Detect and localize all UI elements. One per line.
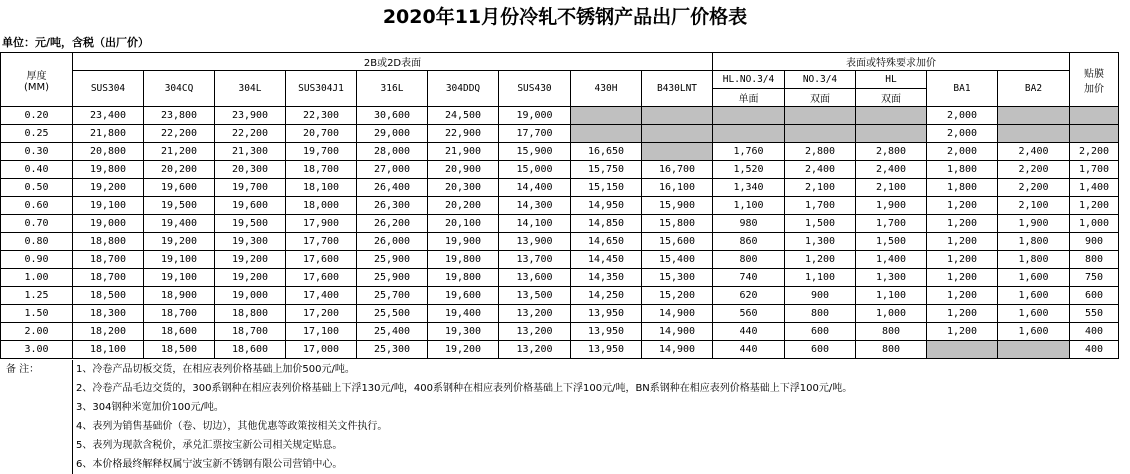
table-row bbox=[1, 233, 1119, 251]
price-cell: 800 bbox=[713, 251, 785, 269]
price-cell bbox=[571, 107, 642, 125]
price-cell: 2,400 bbox=[856, 161, 927, 179]
price-cell: 26,000 bbox=[357, 233, 428, 251]
note-text: 3、304钢种米宽加价100元/吨。 bbox=[76, 402, 224, 413]
note-divider bbox=[72, 398, 73, 417]
price-cell: 29,000 bbox=[357, 125, 428, 143]
price-cell: 19,300 bbox=[428, 323, 499, 341]
price-cell: 14,650 bbox=[571, 233, 642, 251]
price-cell: 28,000 bbox=[357, 143, 428, 161]
price-cell: 19,000 bbox=[73, 215, 144, 233]
price-cell: 18,700 bbox=[144, 305, 215, 323]
price-cell: 19,200 bbox=[73, 179, 144, 197]
price-cell: 13,950 bbox=[571, 341, 642, 359]
price-cell bbox=[642, 125, 713, 143]
price-table-body bbox=[1, 53, 1119, 359]
price-cell: 18,700 bbox=[286, 161, 357, 179]
price-cell bbox=[927, 341, 998, 359]
no34-header: NO.3/4 bbox=[785, 71, 856, 89]
price-cell: 1,800 bbox=[927, 179, 998, 197]
price-cell: 17,700 bbox=[499, 125, 571, 143]
price-cell: 18,600 bbox=[215, 341, 286, 359]
price-cell: 20,100 bbox=[428, 215, 499, 233]
price-cell: 14,100 bbox=[499, 215, 571, 233]
price-cell bbox=[785, 125, 856, 143]
thickness-cell: 1.00 bbox=[1, 269, 73, 287]
notes-section bbox=[0, 360, 1130, 474]
price-cell: 860 bbox=[713, 233, 785, 251]
price-cell: 1,700 bbox=[1070, 161, 1119, 179]
price-cell: 15,800 bbox=[642, 215, 713, 233]
price-cell: 19,000 bbox=[499, 107, 571, 125]
price-cell bbox=[785, 107, 856, 125]
price-cell: 13,900 bbox=[499, 233, 571, 251]
price-cell: 23,900 bbox=[215, 107, 286, 125]
price-cell: 2,000 bbox=[927, 143, 998, 161]
price-table bbox=[0, 52, 1119, 359]
price-cell: 13,950 bbox=[571, 323, 642, 341]
price-cell: 2,000 bbox=[927, 125, 998, 143]
table-row bbox=[1, 215, 1119, 233]
hl-header: HL bbox=[856, 71, 927, 89]
price-cell: 20,200 bbox=[428, 197, 499, 215]
price-cell: 19,800 bbox=[73, 161, 144, 179]
table-row bbox=[1, 341, 1119, 359]
price-cell: 1,600 bbox=[998, 305, 1070, 323]
price-cell: 1,400 bbox=[1070, 179, 1119, 197]
hl-no34-subheader: 单面 bbox=[713, 89, 785, 107]
price-cell: 1,800 bbox=[998, 233, 1070, 251]
price-cell: 900 bbox=[1070, 233, 1119, 251]
table-row bbox=[1, 161, 1119, 179]
price-cell: 20,800 bbox=[73, 143, 144, 161]
thickness-cell: 3.00 bbox=[1, 341, 73, 359]
price-cell: 2,400 bbox=[785, 161, 856, 179]
thickness-cell: 0.90 bbox=[1, 251, 73, 269]
price-cell: 24,500 bbox=[428, 107, 499, 125]
note-text: 2、冷卷产品毛边交货的，300系钢种在相应表列价格基础上下浮130元/吨，400系钢种在相应表列价格基础上下浮100元/吨，BN系钢种在相应表列价格基础上下浮100元/吨。 bbox=[76, 383, 853, 394]
table-row bbox=[1, 197, 1119, 215]
price-cell: 13,950 bbox=[571, 305, 642, 323]
price-cell: 18,700 bbox=[215, 323, 286, 341]
price-cell: 19,100 bbox=[73, 197, 144, 215]
price-cell: 14,300 bbox=[499, 197, 571, 215]
grade-header-sus304: SUS304 bbox=[73, 71, 144, 107]
price-cell: 18,500 bbox=[73, 287, 144, 305]
note-divider bbox=[72, 436, 73, 455]
price-cell: 15,150 bbox=[571, 179, 642, 197]
price-cell: 17,000 bbox=[286, 341, 357, 359]
thickness-cell: 2.00 bbox=[1, 323, 73, 341]
price-cell: 19,600 bbox=[428, 287, 499, 305]
price-cell: 2,800 bbox=[785, 143, 856, 161]
note-row bbox=[0, 398, 1130, 417]
grade-header-b430lnt: B430LNT bbox=[642, 71, 713, 107]
price-cell: 1,200 bbox=[927, 305, 998, 323]
price-cell: 25,500 bbox=[357, 305, 428, 323]
film-header-line1: 贴膜 bbox=[1084, 68, 1104, 80]
film-header bbox=[1070, 53, 1119, 107]
price-cell bbox=[642, 143, 713, 161]
price-cell: 15,400 bbox=[642, 251, 713, 269]
thickness-cell: 0.60 bbox=[1, 197, 73, 215]
price-cell: 19,800 bbox=[428, 269, 499, 287]
price-cell bbox=[998, 107, 1070, 125]
price-cell: 18,800 bbox=[73, 233, 144, 251]
table-row bbox=[1, 287, 1119, 305]
price-cell bbox=[998, 341, 1070, 359]
price-cell: 750 bbox=[1070, 269, 1119, 287]
price-cell: 2,200 bbox=[1070, 143, 1119, 161]
price-cell: 17,200 bbox=[286, 305, 357, 323]
price-cell: 740 bbox=[713, 269, 785, 287]
price-cell: 1,400 bbox=[856, 251, 927, 269]
price-cell: 440 bbox=[713, 341, 785, 359]
ba1-header: BA1 bbox=[927, 71, 998, 107]
price-cell: 2,100 bbox=[856, 179, 927, 197]
grade-header-sus430: SUS430 bbox=[499, 71, 571, 107]
note-divider bbox=[72, 360, 73, 379]
price-cell: 18,000 bbox=[286, 197, 357, 215]
price-cell: 1,800 bbox=[927, 161, 998, 179]
price-cell: 18,700 bbox=[73, 251, 144, 269]
price-cell: 800 bbox=[856, 323, 927, 341]
group-surface-header: 表面或特殊要求加价 bbox=[713, 53, 1070, 71]
table-row bbox=[1, 305, 1119, 323]
price-cell: 2,800 bbox=[856, 143, 927, 161]
price-cell bbox=[1070, 125, 1119, 143]
header-row-2 bbox=[1, 71, 1119, 89]
price-cell: 22,300 bbox=[286, 107, 357, 125]
price-cell: 19,200 bbox=[428, 341, 499, 359]
note-divider bbox=[72, 417, 73, 436]
price-cell: 600 bbox=[785, 341, 856, 359]
thickness-cell: 0.70 bbox=[1, 215, 73, 233]
note-divider bbox=[72, 455, 73, 474]
price-cell: 1,200 bbox=[927, 269, 998, 287]
price-cell: 18,600 bbox=[144, 323, 215, 341]
price-cell: 1,200 bbox=[785, 251, 856, 269]
price-cell: 19,200 bbox=[215, 251, 286, 269]
price-cell: 2,100 bbox=[785, 179, 856, 197]
price-cell: 21,300 bbox=[215, 143, 286, 161]
price-cell: 14,850 bbox=[571, 215, 642, 233]
price-cell: 22,900 bbox=[428, 125, 499, 143]
price-cell: 19,200 bbox=[144, 233, 215, 251]
unit-note: 单位：元/吨，含税（出厂价） bbox=[2, 36, 150, 49]
price-cell: 1,200 bbox=[927, 197, 998, 215]
price-cell: 1,700 bbox=[856, 215, 927, 233]
note-row bbox=[0, 436, 1130, 455]
no34-subheader: 双面 bbox=[785, 89, 856, 107]
price-cell bbox=[998, 125, 1070, 143]
grade-header-304ddq: 304DDQ bbox=[428, 71, 499, 107]
grade-header-304l: 304L bbox=[215, 71, 286, 107]
price-cell: 18,200 bbox=[73, 323, 144, 341]
price-cell bbox=[856, 125, 927, 143]
price-cell: 18,100 bbox=[73, 341, 144, 359]
price-cell: 20,700 bbox=[286, 125, 357, 143]
price-cell: 20,300 bbox=[215, 161, 286, 179]
price-cell: 15,200 bbox=[642, 287, 713, 305]
price-cell: 900 bbox=[785, 287, 856, 305]
price-cell: 1,200 bbox=[927, 215, 998, 233]
price-cell: 15,750 bbox=[571, 161, 642, 179]
group-2b-header: 2B或2D表面 bbox=[73, 53, 713, 71]
price-cell: 1,100 bbox=[785, 269, 856, 287]
note-text: 5、表列为现款含税价，承兑汇票按宝新公司相关规定贴息。 bbox=[76, 440, 343, 451]
price-cell: 22,200 bbox=[144, 125, 215, 143]
price-cell: 1,900 bbox=[856, 197, 927, 215]
price-cell: 13,600 bbox=[499, 269, 571, 287]
price-cell: 19,400 bbox=[428, 305, 499, 323]
price-cell: 1,200 bbox=[927, 323, 998, 341]
price-cell: 14,900 bbox=[642, 341, 713, 359]
price-cell: 25,300 bbox=[357, 341, 428, 359]
price-cell: 17,600 bbox=[286, 251, 357, 269]
price-cell: 20,200 bbox=[144, 161, 215, 179]
price-cell: 1,200 bbox=[1070, 197, 1119, 215]
price-cell: 16,650 bbox=[571, 143, 642, 161]
price-cell: 19,200 bbox=[215, 269, 286, 287]
note-row bbox=[0, 417, 1130, 436]
price-cell: 1,600 bbox=[998, 323, 1070, 341]
hl-subheader: 双面 bbox=[856, 89, 927, 107]
price-cell: 30,600 bbox=[357, 107, 428, 125]
price-cell: 2,000 bbox=[927, 107, 998, 125]
thickness-cell: 1.50 bbox=[1, 305, 73, 323]
hl-no34-header: HL.NO.3/4 bbox=[713, 71, 785, 89]
table-row bbox=[1, 125, 1119, 143]
thickness-cell: 0.25 bbox=[1, 125, 73, 143]
note-divider bbox=[72, 379, 73, 398]
price-cell: 2,200 bbox=[998, 179, 1070, 197]
price-cell: 560 bbox=[713, 305, 785, 323]
notes-label: 备 注： bbox=[6, 364, 40, 375]
price-cell bbox=[571, 125, 642, 143]
thickness-cell: 0.30 bbox=[1, 143, 73, 161]
note-text: 4、表列为销售基础价（卷、切边），其他优惠等政策按相关文件执行。 bbox=[76, 421, 388, 432]
price-cell: 14,900 bbox=[642, 305, 713, 323]
price-cell: 19,900 bbox=[428, 233, 499, 251]
price-cell: 19,500 bbox=[144, 197, 215, 215]
price-cell: 14,900 bbox=[642, 323, 713, 341]
price-cell: 23,400 bbox=[73, 107, 144, 125]
price-cell: 19,100 bbox=[144, 251, 215, 269]
price-cell: 2,400 bbox=[998, 143, 1070, 161]
price-cell bbox=[713, 125, 785, 143]
price-cell: 1,300 bbox=[785, 233, 856, 251]
thickness-header-label: 厚度 bbox=[26, 70, 47, 82]
price-cell: 1,520 bbox=[713, 161, 785, 179]
price-cell: 13,500 bbox=[499, 287, 571, 305]
table-row bbox=[1, 143, 1119, 161]
film-header-line2: 加价 bbox=[1084, 83, 1104, 95]
price-cell: 16,700 bbox=[642, 161, 713, 179]
price-cell: 800 bbox=[785, 305, 856, 323]
price-cell: 19,400 bbox=[144, 215, 215, 233]
price-cell: 13,700 bbox=[499, 251, 571, 269]
price-cell: 1,900 bbox=[998, 215, 1070, 233]
price-cell: 1,100 bbox=[856, 287, 927, 305]
thickness-cell: 0.50 bbox=[1, 179, 73, 197]
price-cell: 19,100 bbox=[144, 269, 215, 287]
price-cell: 21,200 bbox=[144, 143, 215, 161]
thickness-cell: 0.40 bbox=[1, 161, 73, 179]
page-title: 2020年11月份冷轧不锈钢产品出厂价格表 bbox=[382, 6, 748, 28]
price-cell: 2,200 bbox=[998, 161, 1070, 179]
price-cell bbox=[856, 107, 927, 125]
grade-header-430h: 430H bbox=[571, 71, 642, 107]
table-row bbox=[1, 107, 1119, 125]
price-cell: 1,340 bbox=[713, 179, 785, 197]
price-cell: 25,400 bbox=[357, 323, 428, 341]
header-row-1 bbox=[1, 53, 1119, 71]
price-cell: 550 bbox=[1070, 305, 1119, 323]
price-cell: 26,200 bbox=[357, 215, 428, 233]
price-cell: 19,000 bbox=[215, 287, 286, 305]
price-cell: 18,500 bbox=[144, 341, 215, 359]
price-cell: 19,600 bbox=[215, 197, 286, 215]
note-text: 6、本价格最终解释权属宁波宝新不锈钢有限公司营销中心。 bbox=[76, 459, 343, 470]
price-cell: 1,300 bbox=[856, 269, 927, 287]
price-cell: 1,100 bbox=[713, 197, 785, 215]
thickness-header-unit: (MM) bbox=[23, 81, 50, 93]
table-row bbox=[1, 269, 1119, 287]
price-cell: 1,000 bbox=[1070, 215, 1119, 233]
price-cell: 1,700 bbox=[785, 197, 856, 215]
price-cell: 980 bbox=[713, 215, 785, 233]
ba2-header: BA2 bbox=[998, 71, 1070, 107]
price-cell: 23,800 bbox=[144, 107, 215, 125]
price-cell: 17,900 bbox=[286, 215, 357, 233]
price-cell: 1,600 bbox=[998, 269, 1070, 287]
thickness-cell: 0.20 bbox=[1, 107, 73, 125]
price-cell: 14,400 bbox=[499, 179, 571, 197]
price-cell: 15,000 bbox=[499, 161, 571, 179]
price-cell: 17,100 bbox=[286, 323, 357, 341]
grade-header-sus304j1: SUS304J1 bbox=[286, 71, 357, 107]
price-cell: 1,760 bbox=[713, 143, 785, 161]
note-row bbox=[0, 379, 1130, 398]
price-cell: 26,300 bbox=[357, 197, 428, 215]
price-cell: 620 bbox=[713, 287, 785, 305]
price-cell: 17,400 bbox=[286, 287, 357, 305]
thickness-cell: 1.25 bbox=[1, 287, 73, 305]
price-cell: 400 bbox=[1070, 323, 1119, 341]
price-cell: 800 bbox=[856, 341, 927, 359]
price-cell: 21,900 bbox=[428, 143, 499, 161]
price-cell: 440 bbox=[713, 323, 785, 341]
note-row bbox=[0, 360, 1130, 379]
thickness-cell: 0.80 bbox=[1, 233, 73, 251]
table-row bbox=[1, 179, 1119, 197]
price-cell: 20,300 bbox=[428, 179, 499, 197]
price-cell: 1,800 bbox=[998, 251, 1070, 269]
price-cell: 14,250 bbox=[571, 287, 642, 305]
grade-header-304cq: 304CQ bbox=[144, 71, 215, 107]
price-cell: 14,950 bbox=[571, 197, 642, 215]
price-cell: 14,350 bbox=[571, 269, 642, 287]
price-cell bbox=[642, 107, 713, 125]
price-cell: 18,700 bbox=[73, 269, 144, 287]
price-cell: 1,500 bbox=[785, 215, 856, 233]
price-cell: 1,200 bbox=[927, 287, 998, 305]
price-cell: 800 bbox=[1070, 251, 1119, 269]
note-text: 1、冷卷产品切板交货，在相应表列价格基础上加价500元/吨。 bbox=[76, 364, 355, 375]
price-cell: 25,900 bbox=[357, 251, 428, 269]
price-cell: 600 bbox=[785, 323, 856, 341]
price-cell: 18,800 bbox=[215, 305, 286, 323]
grade-header-316l: 316L bbox=[357, 71, 428, 107]
price-cell: 25,900 bbox=[357, 269, 428, 287]
price-cell: 18,100 bbox=[286, 179, 357, 197]
price-cell: 19,800 bbox=[428, 251, 499, 269]
price-cell: 15,900 bbox=[499, 143, 571, 161]
price-cell: 13,200 bbox=[499, 305, 571, 323]
price-cell: 1,500 bbox=[856, 233, 927, 251]
price-cell: 19,600 bbox=[144, 179, 215, 197]
price-cell: 21,800 bbox=[73, 125, 144, 143]
price-cell: 400 bbox=[1070, 341, 1119, 359]
table-row bbox=[1, 323, 1119, 341]
price-cell: 14,450 bbox=[571, 251, 642, 269]
price-cell: 1,200 bbox=[927, 233, 998, 251]
price-cell: 19,700 bbox=[286, 143, 357, 161]
price-cell: 25,700 bbox=[357, 287, 428, 305]
price-cell: 1,600 bbox=[998, 287, 1070, 305]
price-cell bbox=[1070, 107, 1119, 125]
price-cell: 17,700 bbox=[286, 233, 357, 251]
price-cell: 15,600 bbox=[642, 233, 713, 251]
price-cell: 22,200 bbox=[215, 125, 286, 143]
price-cell: 13,200 bbox=[499, 341, 571, 359]
price-cell: 26,400 bbox=[357, 179, 428, 197]
price-cell: 1,000 bbox=[856, 305, 927, 323]
price-cell: 13,200 bbox=[499, 323, 571, 341]
price-cell: 20,900 bbox=[428, 161, 499, 179]
price-cell: 1,200 bbox=[927, 251, 998, 269]
table-row bbox=[1, 251, 1119, 269]
price-cell: 18,300 bbox=[73, 305, 144, 323]
price-cell: 18,900 bbox=[144, 287, 215, 305]
price-cell: 19,700 bbox=[215, 179, 286, 197]
price-cell: 17,600 bbox=[286, 269, 357, 287]
price-cell: 15,300 bbox=[642, 269, 713, 287]
price-cell: 16,100 bbox=[642, 179, 713, 197]
price-cell: 2,100 bbox=[998, 197, 1070, 215]
price-cell bbox=[713, 107, 785, 125]
price-cell: 19,300 bbox=[215, 233, 286, 251]
price-cell: 600 bbox=[1070, 287, 1119, 305]
thickness-header bbox=[1, 53, 73, 107]
price-cell: 19,500 bbox=[215, 215, 286, 233]
price-cell: 27,000 bbox=[357, 161, 428, 179]
price-cell: 15,900 bbox=[642, 197, 713, 215]
note-row bbox=[0, 455, 1130, 474]
